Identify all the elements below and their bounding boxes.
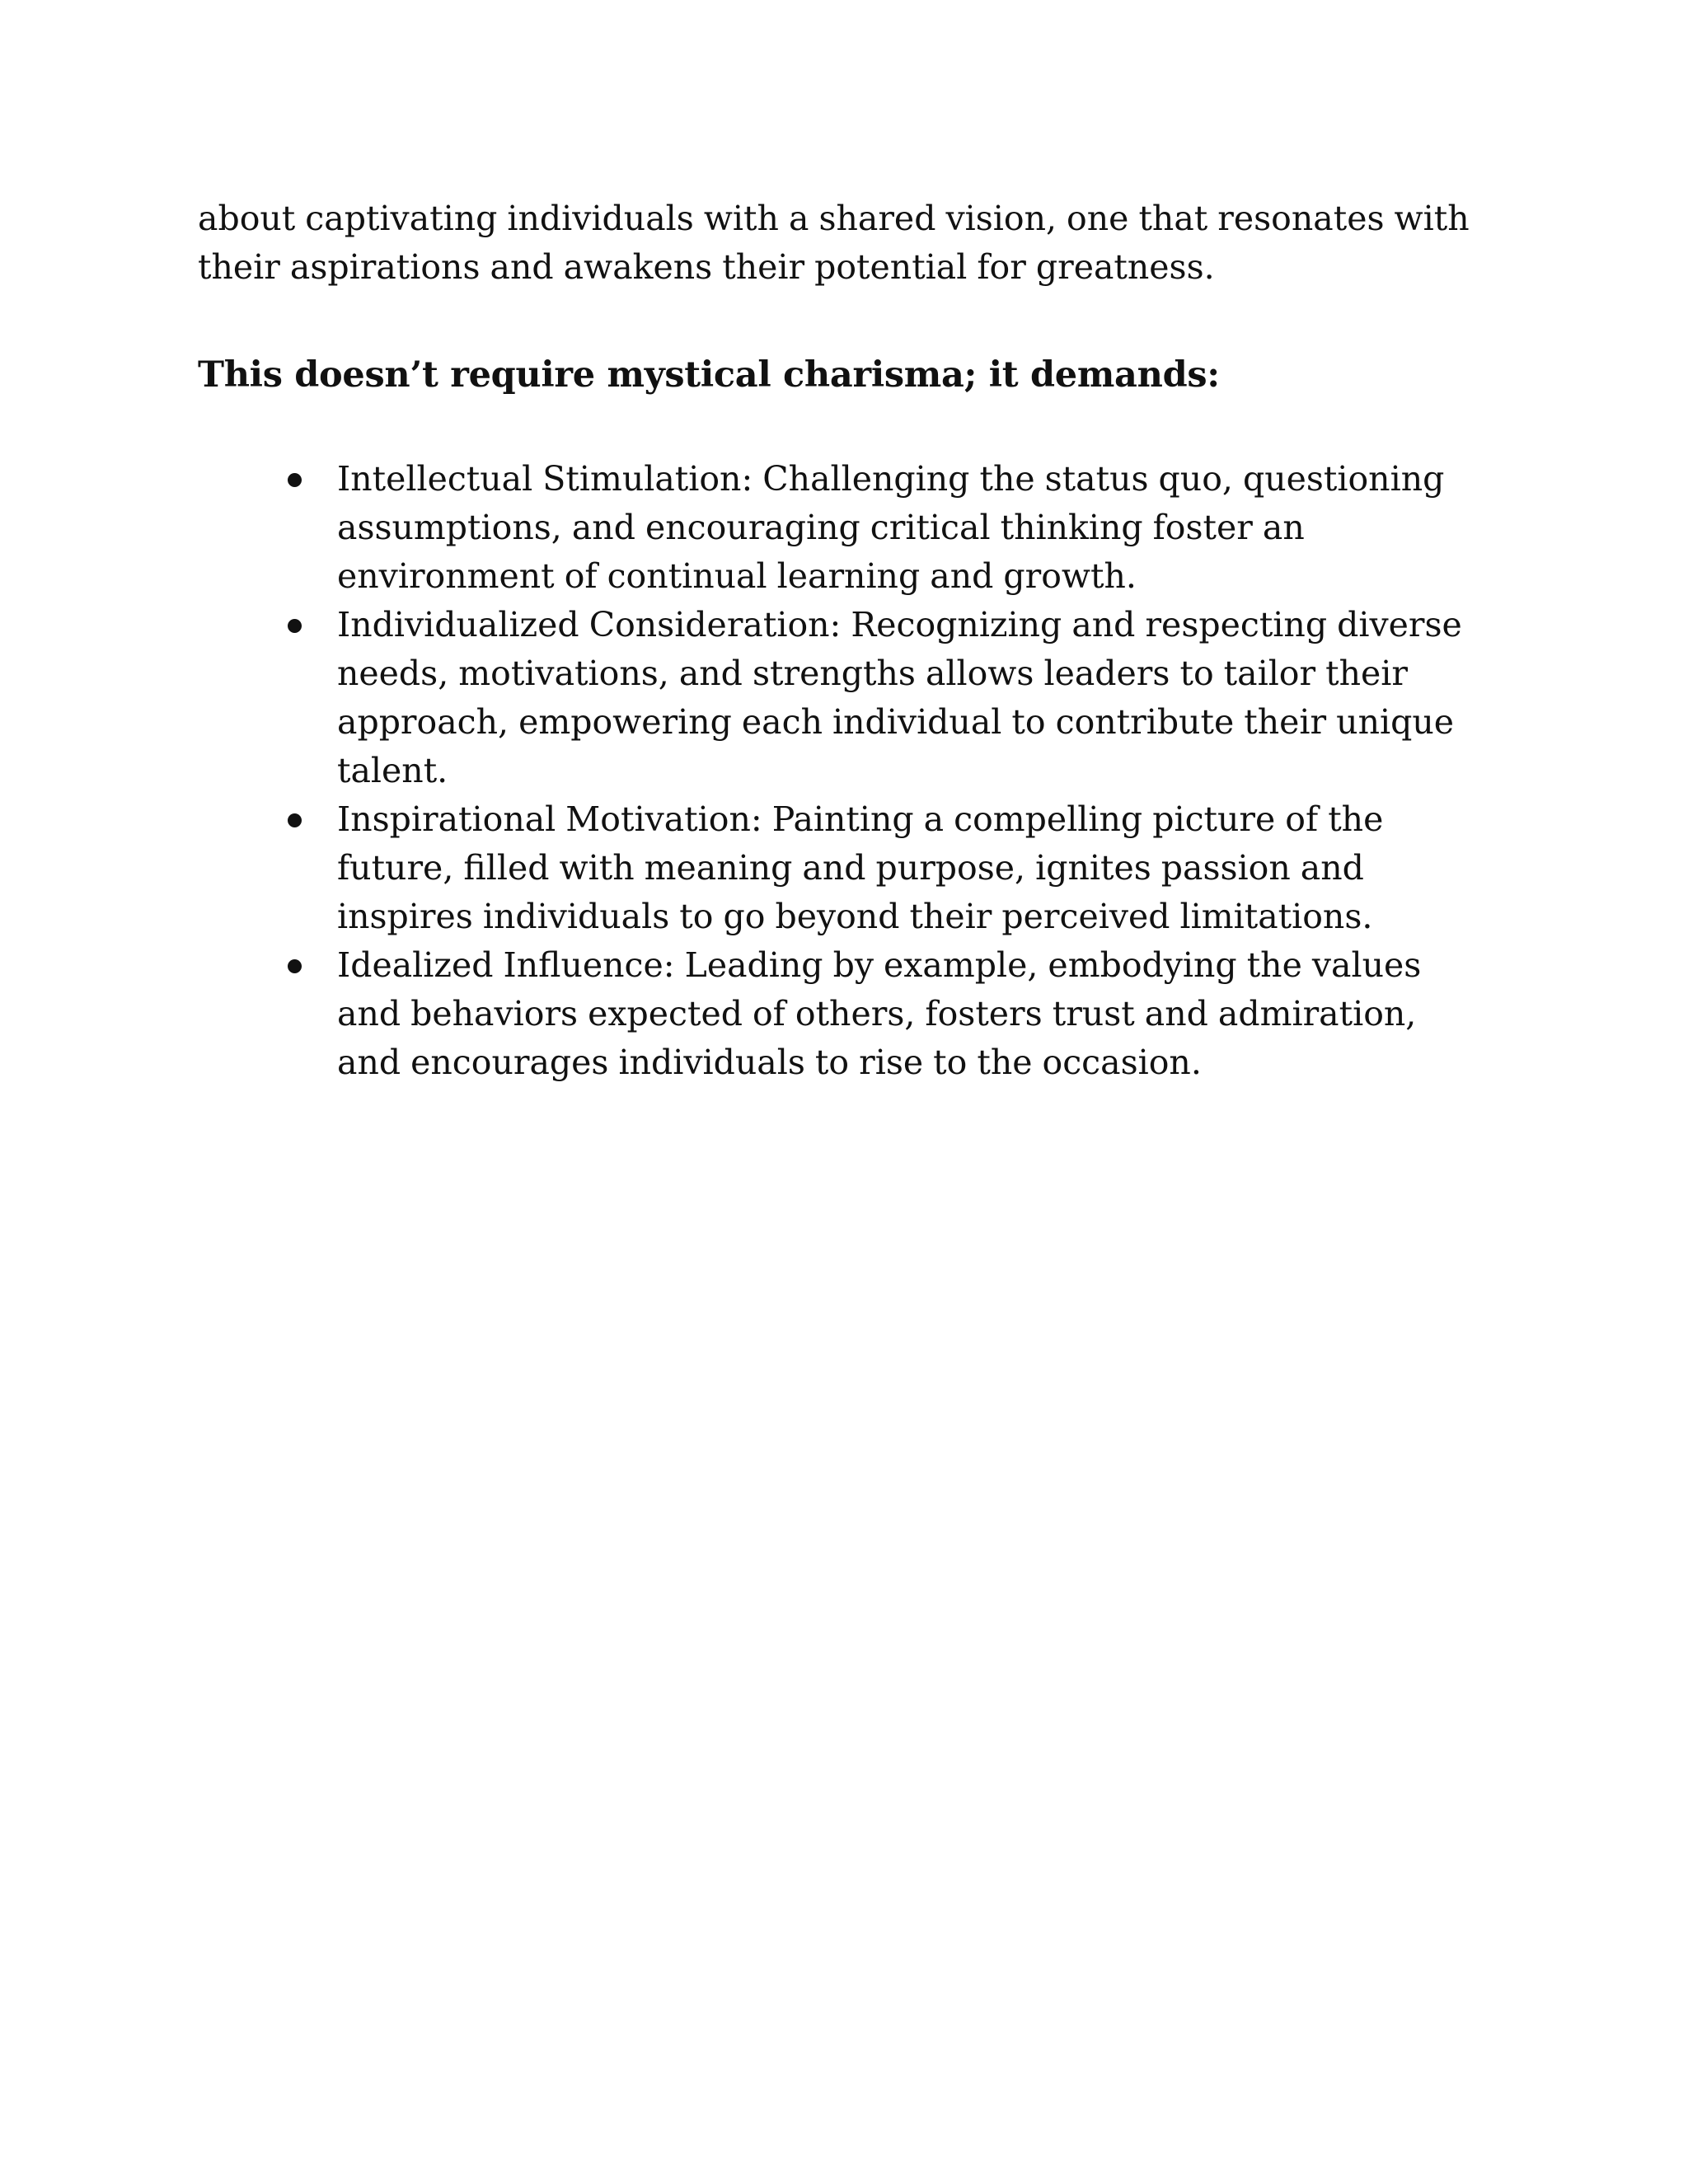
bullet-list bbox=[198, 455, 1484, 1087]
document-body bbox=[198, 194, 1484, 1087]
list-item-text: Intellectual Stimulation: Challenging the status quo, questioning assumptions, and encouraging critical thinking foster an environment of continual learning and growth. bbox=[337, 459, 1445, 596]
intro-paragraph: about captivating individuals with a shared vision, one that resonates with their aspirations and awakens their potential for greatness. bbox=[198, 199, 1470, 287]
list-item-text: Idealized Influence: Leading by example, embodying the values and behaviors expected of others, fosters trust and admiration, and encourages individuals to rise to the occasion. bbox=[337, 945, 1422, 1082]
section-heading: This doesn’t require mystical charisma; it demands: bbox=[198, 354, 1220, 396]
bullet-icon bbox=[288, 473, 302, 487]
list-item-text: Individualized Consideration: Recognizing and respecting diverse needs, motivations, and strengths allows leaders to tailor their approach, empowering each individual to contribute their unique talent. bbox=[337, 605, 1462, 790]
list-item-text: Inspirational Motivation: Painting a compelling picture of the future, filled with meaning and purpose, ignites passion and inspires individuals to go beyond their perceived limitations. bbox=[337, 799, 1384, 936]
bullet-icon bbox=[288, 959, 302, 973]
list-item bbox=[198, 941, 1484, 1087]
list-item bbox=[198, 601, 1484, 795]
list-item bbox=[198, 455, 1484, 601]
bullet-icon bbox=[288, 813, 302, 827]
bullet-icon bbox=[288, 619, 302, 633]
list-item bbox=[198, 795, 1484, 941]
